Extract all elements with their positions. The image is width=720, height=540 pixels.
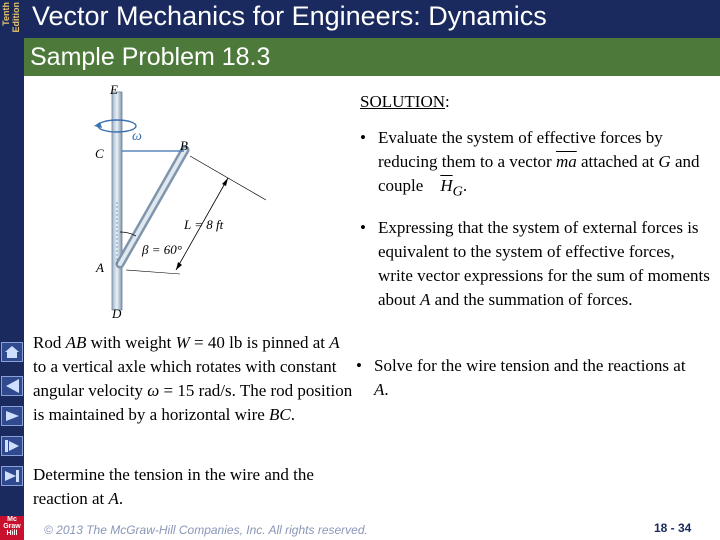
label-omega: ω bbox=[132, 129, 142, 144]
first-slide-button[interactable] bbox=[1, 376, 23, 396]
edition-line-2: Edition bbox=[11, 2, 21, 33]
ma-vector: $\overline{ma}$ bbox=[555, 152, 577, 171]
label-b: B bbox=[180, 138, 188, 153]
solution-heading bbox=[360, 90, 450, 114]
solution-heading-text: SOLUTION bbox=[360, 92, 445, 111]
edition-line-1: Tenth bbox=[1, 2, 11, 26]
label-e: E bbox=[110, 82, 118, 97]
label-c: C bbox=[95, 146, 104, 161]
next-slide-button[interactable] bbox=[1, 436, 23, 456]
solution-step-3 bbox=[356, 354, 696, 404]
step-3-text: Solve for the wire tension and the reactions at A. bbox=[374, 356, 686, 399]
rod-diagram bbox=[80, 82, 280, 322]
label-length: L = 8 ft bbox=[184, 217, 224, 232]
page-number: 18 - 34 bbox=[654, 521, 692, 535]
prev-icon bbox=[2, 407, 22, 425]
previous-slide-button[interactable] bbox=[1, 406, 23, 426]
book-title: Vector Mechanics for Engineers: Dynamics bbox=[32, 1, 547, 31]
step-1-text: Evaluate the system of effective forces by reducing them to a vector $\overline{ma}$ attached at G and couple $\overline{H}_G$. bbox=[378, 128, 700, 200]
home-button[interactable] bbox=[1, 342, 23, 362]
last-icon bbox=[2, 467, 22, 485]
slide-title: Sample Problem 18.3 bbox=[30, 43, 271, 71]
vertical-axle bbox=[112, 92, 122, 310]
problem-question: Determine the tension in the wire and the reaction at A. bbox=[33, 465, 314, 508]
edition-label bbox=[0, 2, 24, 42]
publisher-logo: Mc Graw Hill bbox=[0, 516, 24, 540]
bullet-dot: • bbox=[356, 356, 362, 375]
header-bar bbox=[24, 0, 720, 38]
label-a: A bbox=[96, 260, 104, 275]
last-slide-button[interactable] bbox=[1, 466, 23, 486]
copyright-notice: © 2013 The McGraw-Hill Companies, Inc. All rights reserved. bbox=[44, 523, 368, 537]
next-icon bbox=[2, 437, 22, 455]
solution-step-1 bbox=[360, 126, 710, 206]
step-2-text: Expressing that the system of external forces is equivalent to the system of effective forces, write vector expressions for the sum of moments about A and the summation of forces. bbox=[378, 218, 710, 309]
sidebar bbox=[0, 0, 24, 540]
bullet-dot: • bbox=[360, 218, 366, 237]
title-bar bbox=[24, 38, 720, 76]
solution-step-2 bbox=[360, 216, 712, 336]
label-d: D bbox=[112, 306, 122, 321]
hg-vector: $\overline{H}$ bbox=[440, 176, 453, 195]
label-beta: β = 60° bbox=[142, 242, 182, 257]
first-icon bbox=[2, 377, 22, 395]
solution-colon: : bbox=[445, 92, 450, 111]
problem-statement: Rod AB with weight W = 40 lb is pinned at A to a vertical axle which rotates with constant angular velocity ω = 15 rad/s. The rod position is maintained by a horizontal wire BC. bbox=[33, 333, 353, 424]
bullet-dot: • bbox=[360, 128, 366, 147]
home-icon bbox=[2, 343, 22, 361]
